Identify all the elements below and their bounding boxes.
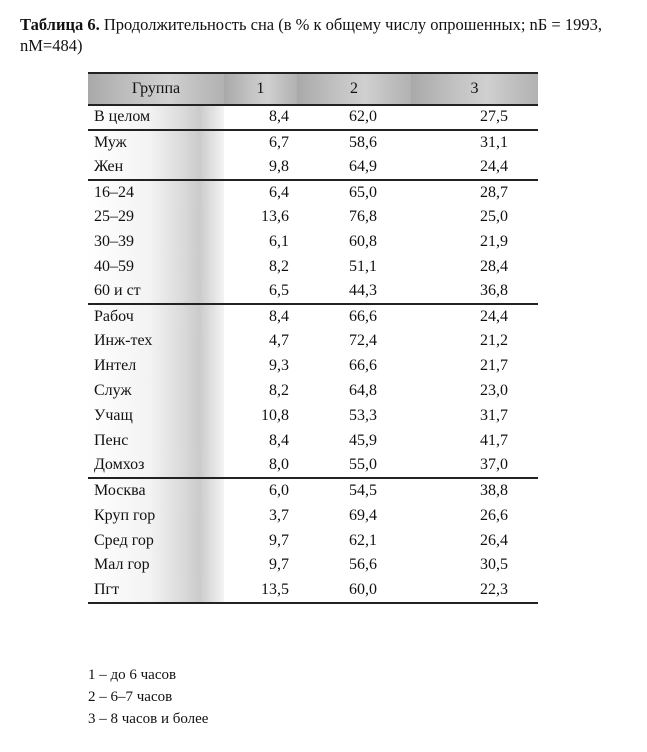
cell-col-2: 45,9 <box>349 432 377 450</box>
cell-col-1: 13,6 <box>261 208 289 225</box>
table-row <box>88 155 538 180</box>
cell-col-2: 65,0 <box>297 180 411 205</box>
cell-col-3: 28,7 <box>411 180 538 205</box>
cell-col-3: 22,3 <box>411 578 538 603</box>
table-number: Таблица 6. <box>20 15 100 34</box>
row-label: Домхоз <box>88 453 224 478</box>
cell-col-2: 44,3 <box>349 282 377 300</box>
table-row <box>88 528 538 553</box>
cell-col-1: 8,2 <box>269 382 289 400</box>
table-row <box>88 130 538 155</box>
row-label: Служ <box>88 379 224 404</box>
table-row <box>88 429 538 454</box>
cell-col-2: 60,0 <box>297 578 411 603</box>
cell-col-1: 9,8 <box>269 157 289 175</box>
header-col-2: 2 <box>297 73 411 105</box>
legend-item-3: 3 – 8 часов и более <box>88 711 209 727</box>
row-label: Мал гор <box>88 553 224 578</box>
legend-item-1: 1 – до 6 часов <box>88 667 177 683</box>
cell-col-1: 9,3 <box>269 357 289 375</box>
table-row <box>88 354 538 379</box>
table-row <box>88 205 538 230</box>
cell-col-2: 56,6 <box>349 556 377 574</box>
row-label: 16–24 <box>88 180 224 205</box>
table-row <box>88 478 538 503</box>
row-label: Жен <box>88 155 224 180</box>
cell-col-1: 10,8 <box>261 407 289 425</box>
table-row <box>88 503 538 528</box>
row-label: Пенс <box>88 429 224 454</box>
header-col-3: 3 <box>411 73 538 105</box>
cell-col-2: 53,3 <box>349 407 377 425</box>
cell-col-3: 28,4 <box>480 257 508 275</box>
cell-col-3: 27,5 <box>411 105 538 130</box>
cell-col-1: 8,4 <box>224 105 297 130</box>
cell-col-2: 64,8 <box>349 382 377 400</box>
cell-col-1: 6,1 <box>269 232 289 250</box>
cell-col-2: 62,0 <box>297 105 411 130</box>
legend <box>88 664 208 730</box>
cell-col-1: 8,0 <box>269 456 289 474</box>
cell-col-1: 6,7 <box>224 130 297 155</box>
cell-col-1: 4,7 <box>269 332 289 350</box>
cell-col-1: 8,2 <box>269 257 289 275</box>
table-caption <box>20 14 620 56</box>
cell-col-3: 31,7 <box>480 407 508 425</box>
table-row <box>88 229 538 254</box>
cell-col-1: 9,7 <box>269 556 289 574</box>
cell-col-1: 8,4 <box>224 304 297 329</box>
table-row <box>88 304 538 329</box>
table-header-row <box>88 73 538 105</box>
header-group: Группа <box>88 73 224 105</box>
header-col-1: 1 <box>224 73 297 105</box>
cell-col-3: 24,4 <box>480 157 508 175</box>
row-label: 40–59 <box>88 254 224 279</box>
cell-col-3: 26,6 <box>480 506 508 524</box>
cell-col-3: 36,8 <box>480 282 508 300</box>
cell-col-1: 6,4 <box>224 180 297 205</box>
cell-col-2: 72,4 <box>349 332 377 350</box>
cell-col-3: 30,5 <box>480 556 508 574</box>
table-row <box>88 453 538 478</box>
row-label: Москва <box>88 478 224 503</box>
cell-col-3: 21,7 <box>480 357 508 375</box>
cell-col-3: 25,0 <box>480 208 508 225</box>
row-label: Пгт <box>88 578 224 603</box>
row-label: Инж-тех <box>88 329 224 354</box>
cell-col-1: 6,5 <box>269 282 289 300</box>
cell-col-2: 51,1 <box>349 257 377 275</box>
table-row <box>88 379 538 404</box>
cell-col-1: 13,5 <box>224 578 297 603</box>
cell-col-2: 58,6 <box>297 130 411 155</box>
cell-col-1: 6,0 <box>224 478 297 503</box>
table-row <box>88 329 538 354</box>
cell-col-2: 69,4 <box>349 506 377 524</box>
cell-col-1: 8,4 <box>269 432 289 450</box>
cell-col-3: 41,7 <box>480 432 508 450</box>
cell-col-2: 66,6 <box>297 304 411 329</box>
cell-col-2: 66,6 <box>349 357 377 375</box>
row-label: 60 и ст <box>88 279 224 304</box>
table-row <box>88 578 538 603</box>
row-label: В целом <box>88 105 224 130</box>
cell-col-2: 76,8 <box>349 208 377 225</box>
cell-col-2: 64,9 <box>349 157 377 175</box>
cell-col-3: 38,8 <box>411 478 538 503</box>
row-label: Сред гор <box>88 528 224 553</box>
cell-col-2: 60,8 <box>349 232 377 250</box>
row-label: Круп гор <box>88 503 224 528</box>
table-title: Продолжительность сна (в % к общему числу опрошенных; nБ = 1993, nМ=484) <box>20 15 602 55</box>
cell-col-3: 24,4 <box>411 304 538 329</box>
cell-col-1: 3,7 <box>269 506 289 524</box>
table-row <box>88 180 538 205</box>
cell-col-3: 26,4 <box>480 531 508 549</box>
cell-col-2: 62,1 <box>349 531 377 549</box>
table-row <box>88 404 538 429</box>
cell-col-2: 54,5 <box>297 478 411 503</box>
cell-col-3: 21,2 <box>480 332 508 350</box>
legend-item-2: 2 – 6–7 часов <box>88 689 173 705</box>
table-row <box>88 254 538 279</box>
row-label: 30–39 <box>88 229 224 254</box>
row-label: Учащ <box>88 404 224 429</box>
row-label: Муж <box>88 130 224 155</box>
row-label: Рабоч <box>88 304 224 329</box>
table-body <box>88 105 538 603</box>
cell-col-2: 55,0 <box>349 456 377 474</box>
row-label: 25–29 <box>88 205 224 230</box>
table-row <box>88 553 538 578</box>
table-row <box>88 105 538 130</box>
cell-col-3: 23,0 <box>480 382 508 400</box>
table-row <box>88 279 538 304</box>
cell-col-1: 9,7 <box>269 531 289 549</box>
cell-col-3: 31,1 <box>411 130 538 155</box>
cell-col-3: 37,0 <box>480 456 508 474</box>
row-label: Интел <box>88 354 224 379</box>
sleep-duration-table-container <box>88 72 538 604</box>
cell-col-3: 21,9 <box>480 232 508 250</box>
sleep-duration-table <box>88 72 538 604</box>
